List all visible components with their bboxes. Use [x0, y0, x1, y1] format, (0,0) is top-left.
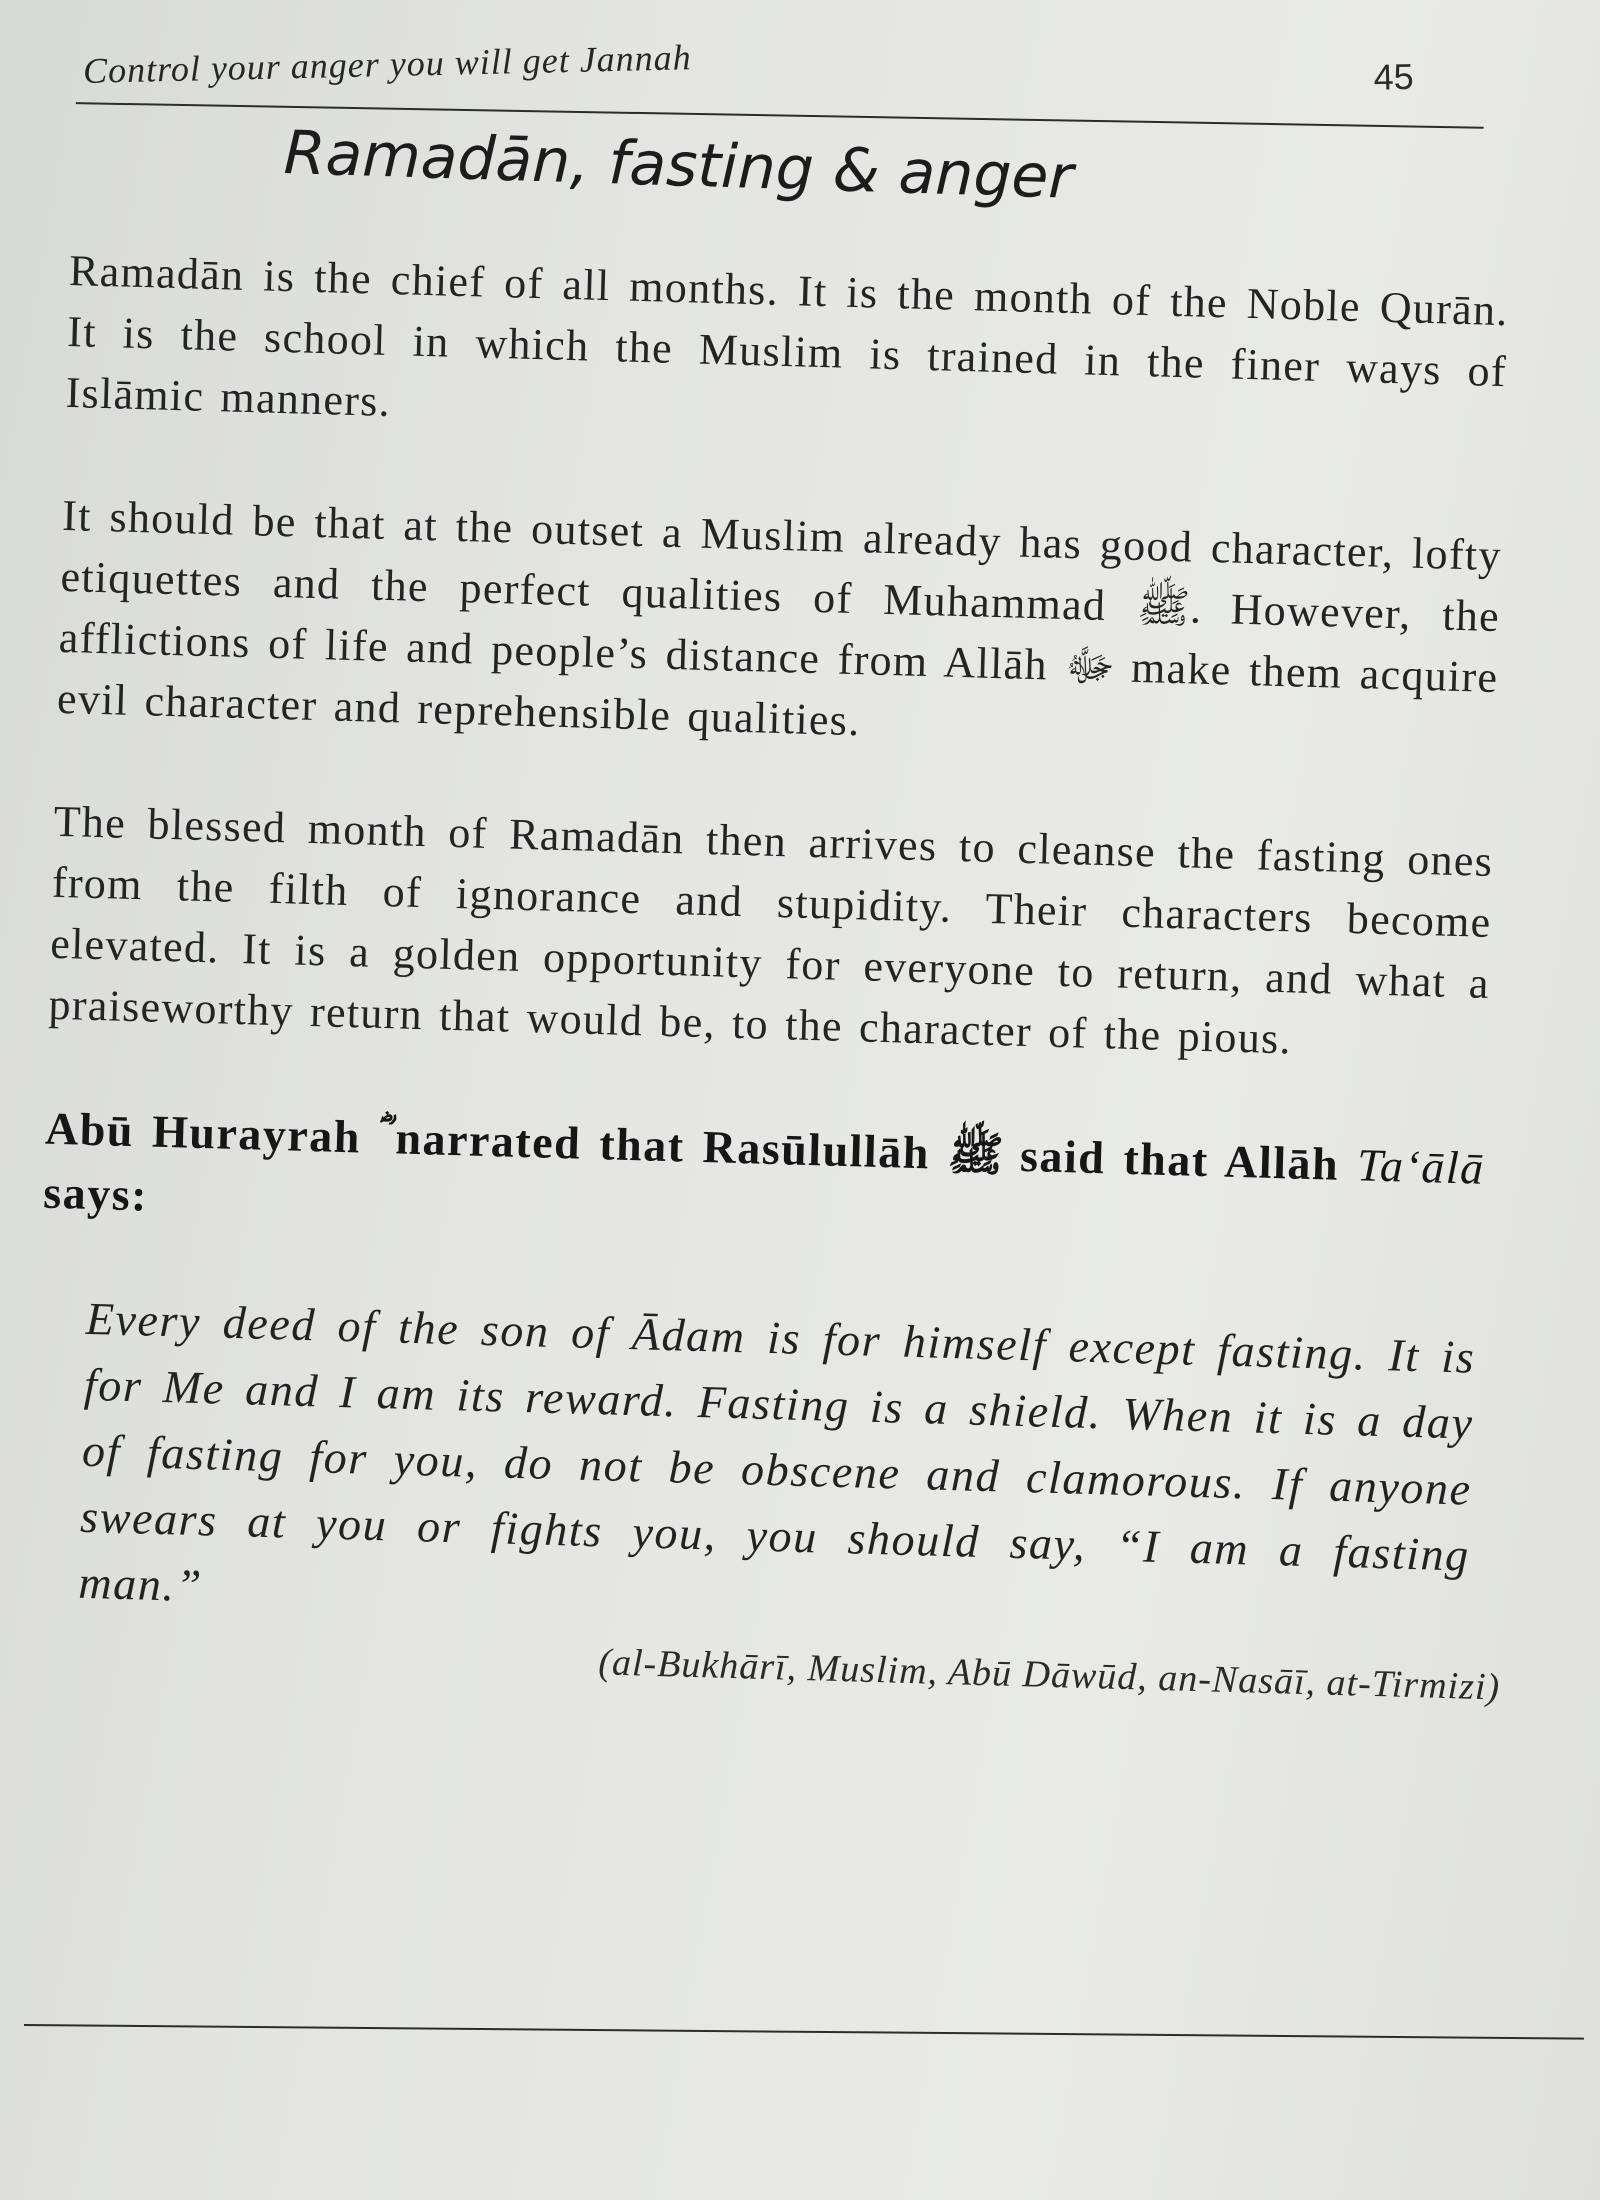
hadith-intro-italic: Ta‘ālā: [1356, 1139, 1486, 1194]
paragraph-2: It should be that at the outset a Muslim already has good character, lofty etiquettes and the perfect qualities of Muhammad ﷺ. However, the afflictions of life and people’s distance from Allāh ﷻ make them acquire evil character and reprehensible qualities.: [56, 490, 1503, 746]
paragraph-1: Ramadān is the chief of all months. It is the month of the Noble Qurān. It is the school in which the Muslim is trained in the finer ways of Islāmic manners.: [65, 245, 1510, 427]
paragraph-3: The blessed month of Ramadān then arrives to cleanse the fasting ones from the filth of ignorance and stupidity. Their characters become elevated. It is a golden opportunity for everyone to return, and what a praiseworthy return that would be, to the character of the pious.: [47, 796, 1494, 1064]
running-head: [82, 0, 1484, 120]
page-number: 45: [1373, 55, 1415, 98]
footer-rule: [24, 2024, 1584, 2040]
running-title: Control your anger you will get Jannah: [82, 37, 693, 91]
hadith-source: (al-Bukhārī, Muslim, Abū Dāwūd, an-Nasāī, at-Tirmizi): [597, 1641, 1501, 1709]
hadith-intro: [42, 1097, 1485, 1265]
hadith-intro-before: Abū Hurayrah ؓ narrated that Rasūlullāh ﷺ said that Allāh: [44, 1102, 1358, 1191]
chapter-title: Ramadān, fasting & anger: [282, 118, 1075, 213]
hadith-intro-after: says:: [42, 1166, 149, 1221]
body-text: [30, 240, 1509, 1713]
hadith-quote: Every deed of the son of Ādam is for himself except fasting. It is for Me and I am its reward. Fasting is a shield. When it is a day of fasting for you, do not be obscene and clamorous. If anyone swears at you or fights you, you should say, “I am a fasting man.”: [77, 1292, 1477, 1612]
